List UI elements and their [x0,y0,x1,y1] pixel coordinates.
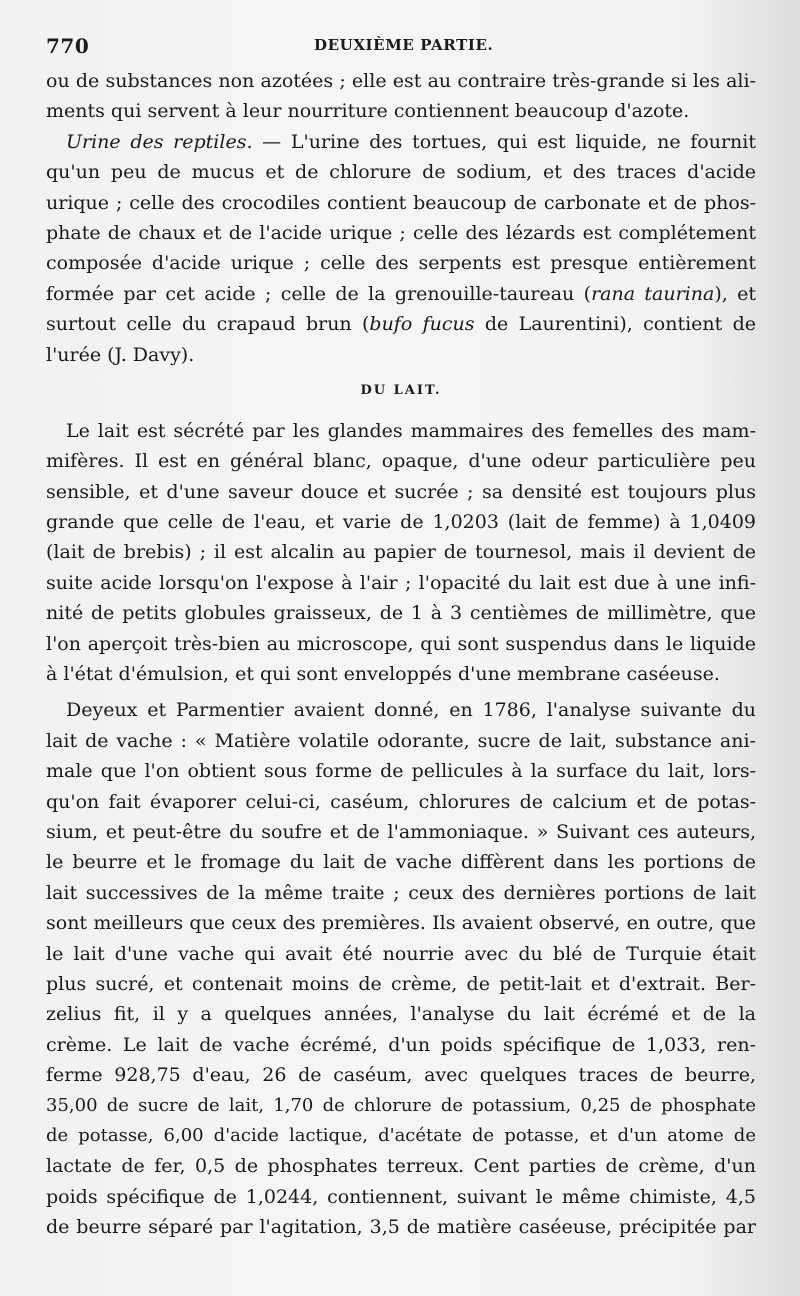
text-run: formée par cet acide ; celle de la grenouille-taureau ( [46,282,592,305]
text-line: Le lait est sécrété par les glandes mammaires des femelles des mam- [66,419,756,442]
text-line [46,279,756,309]
text-line: sensible, et d'une saveur douce et sucrée ; sa densité est toujours plus [46,480,756,503]
text-line: sont meilleurs que ceux des premières. Ils avaient observé, en outre, que [46,912,756,935]
text-line: nité de petits globules graisseux, de 1 à 3 centièmes de millimètre, que [46,602,756,625]
text-line: urique ; celle des crocodiles contient beaucoup de carbonate et de phos- [46,191,756,214]
text-line: ments qui servent à leur nourriture contiennent beaucoup d'azote. [46,100,690,123]
text-line: 35,00 de sucre de lait, 1,70 de chlorure de potassium, 0,25 de phosphate [46,1094,756,1116]
text-line: qu'on fait évaporer celui-ci, caséum, chlorures de calcium et de potas- [46,790,756,813]
text-line: suite acide lorsqu'on l'expose à l'air ; l'opacité du lait est due à une infi- [46,571,756,594]
text-line [46,309,756,339]
text-line: plus sucré, et contenait moins de crème, de petit-lait et d'extrait. Ber- [46,972,756,995]
subsection-title: Urine des reptiles. [66,130,253,153]
text-line: le beurre et le fromage du lait de vache diffèrent dans les portions de [46,851,756,874]
text-line: à l'état d'émulsion, et qui sont enveloppés d'une membrane caséeuse. [46,663,720,686]
text-line: (lait de brebis) ; il est alcalin au papier de tournesol, mais il devient de [46,541,756,564]
section-heading: DU LAIT. [360,382,442,398]
text-line: male que l'on obtient sous forme de pellicules à la surface du lait, lors- [46,760,756,783]
text-line: de potasse, 6,00 d'acide lactique, d'acétate de potasse, et d'un atome de [46,1124,756,1146]
text-line: qu'un peu de mucus et de chlorure de sodium, et des traces d'acide [46,161,756,184]
body-text [46,66,756,1242]
text-line: le lait d'une vache qui avait été nourrie avec du blé de Turquie était [46,942,756,965]
text-line: grande que celle de l'eau, et varie de 1,0203 (lait de femme) à 1,0409 [46,511,756,534]
text-line: Deyeux et Parmentier avaient donné, en 1786, l'analyse suivante du [66,699,756,722]
text-run: de Laurentini), contient de [474,313,757,336]
text-line: ferme 928,75 d'eau, 26 de caséum, avec quelques traces de beurre, [46,1064,756,1087]
text-line: lait successives de la même traite ; ceux des dernières portions de lait [46,881,756,904]
text-line [46,127,756,157]
text-line: lactate de fer, 0,5 de phosphates terreux. Cent parties de crème, d'un [46,1155,756,1178]
species-name: bufo fucus [369,313,475,336]
text-line: zelius fit, il y a quelques années, l'analyse du lait écrémé et de la [46,1003,756,1026]
species-name: rana taurina [591,282,715,305]
page-number: 770 [46,34,90,58]
text-line: mifères. Il est en général blanc, opaque, d'une odeur particulière peu [46,450,756,473]
text-line: composée d'acide urique ; celle des serpents est presque entièrement [46,252,756,275]
text-line: ou de substances non azotées ; elle est au contraire très-grande si les ali- [46,70,756,92]
text-run: ), et [714,282,756,305]
text-line: de beurre séparé par l'agitation, 3,5 de matière caséeuse, précipitée par [46,1216,756,1239]
text-run: — L'urine des tortues, qui est liquide, ne fournit [252,130,756,153]
text-line: sium, et peut-être du soufre et de l'ammoniaque. » Suivant ces auteurs, [46,820,756,843]
running-head [46,34,760,60]
text-line: l'urée (J. Davy). [46,343,195,366]
running-title: DEUXIÈME PARTIE. [314,36,494,54]
text-line: lait de vache : « Matière volatile odorante, sucre de lait, substance ani- [46,729,756,752]
text-line: crème. Le lait de vache écrémé, d'un poids spécifique de 1,033, ren- [46,1033,756,1056]
text-run: surtout celle du crapaud brun ( [46,313,370,336]
text-line: poids spécifique de 1,0244, contiennent, suivant le même chimiste, 4,5 [46,1185,756,1208]
text-line: l'on aperçoit très-bien au microscope, qui sont suspendus dans le liquide [46,632,756,655]
text-line: phate de chaux et de l'acide urique ; celle des lézards est complétement [46,221,756,244]
